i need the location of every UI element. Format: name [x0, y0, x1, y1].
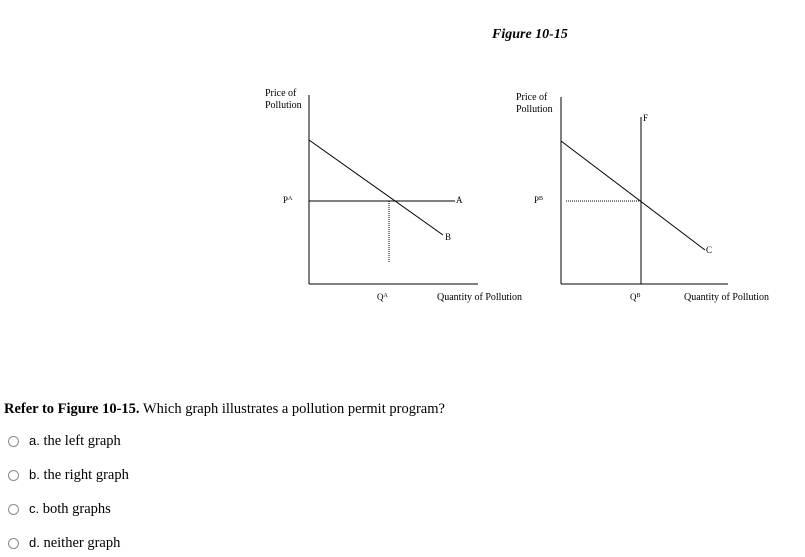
left-line-b	[309, 140, 443, 235]
right-price-label: $P^B$	[534, 195, 544, 205]
right-line-c-label: C	[706, 245, 713, 255]
right-line-c	[561, 141, 705, 250]
figure-title: Figure 10-15	[492, 27, 568, 42]
left-y-label-line1: Price of	[265, 88, 297, 99]
question-body: Which graph illustrates a pollution permit program?	[139, 401, 445, 417]
left-x-label: Quantity of Pollution	[437, 292, 522, 303]
option-a-label: a. the left graph	[29, 432, 121, 449]
left-quantity-label: $Q^A$	[377, 292, 388, 302]
left-line-a-label: A	[456, 195, 463, 205]
left-line-b-label: B	[445, 232, 452, 242]
radio-option-b[interactable]	[8, 470, 19, 481]
option-d[interactable]	[8, 533, 120, 553]
right-graph	[516, 92, 769, 303]
option-c[interactable]	[8, 499, 111, 519]
left-price-label: $P^A$	[283, 195, 293, 205]
question-ref: Refer to Figure 10-15.	[4, 401, 140, 417]
option-a[interactable]	[8, 431, 121, 451]
right-line-f-label: F	[643, 113, 649, 123]
option-c-label: c. both graphs	[29, 500, 111, 517]
option-b-label: b. the right graph	[29, 466, 129, 483]
option-b[interactable]	[8, 465, 129, 485]
radio-option-d[interactable]	[8, 538, 19, 549]
question-text	[4, 401, 445, 418]
radio-option-c[interactable]	[8, 504, 19, 515]
right-x-label: Quantity of Pollution	[684, 292, 769, 303]
right-y-label-line1: Price of	[516, 92, 548, 103]
left-y-label-line2: Pollution	[265, 100, 302, 111]
right-quantity-label: $Q^B$	[630, 292, 641, 302]
right-y-label-line2: Pollution	[516, 104, 553, 115]
left-graph	[265, 88, 522, 303]
radio-option-a[interactable]	[8, 436, 19, 447]
option-d-label: d. neither graph	[29, 534, 121, 551]
